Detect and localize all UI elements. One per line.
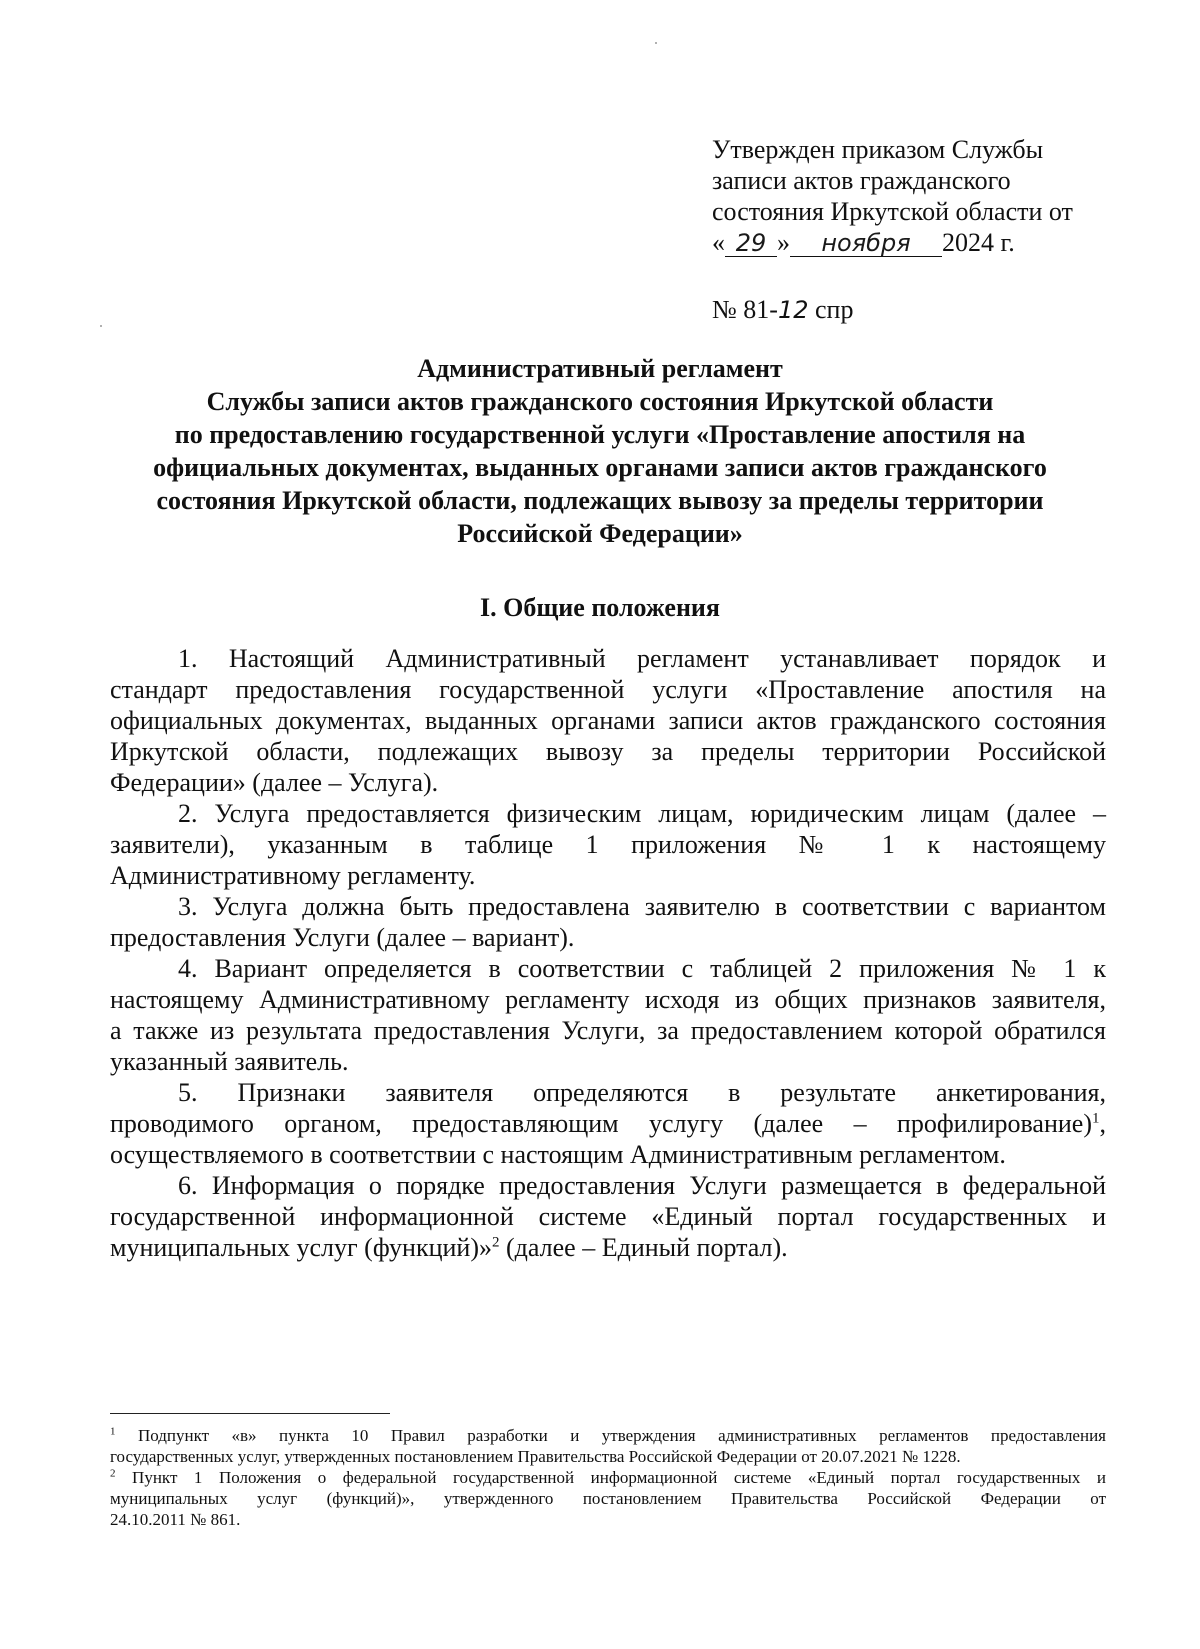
approval-date xyxy=(712,227,1132,258)
title-line-4: официальных документах, выданных органами записи актов гражданского xyxy=(153,453,1047,482)
paragraph-5 xyxy=(110,1077,1106,1170)
paragraph-text: проводимого органом, предоставляющим услугу (далее – профилирование) xyxy=(110,1109,1092,1138)
footnote-separator xyxy=(110,1413,390,1414)
paragraph-line: осуществляемого в соответствии с настоящим Административным регламентом. xyxy=(110,1140,1006,1169)
open-quote: « xyxy=(712,228,725,257)
handwritten-number: 12 xyxy=(777,296,809,324)
paragraph-line: предоставления Услуги (далее – вариант). xyxy=(110,923,575,952)
paragraph-text: , xyxy=(1099,1109,1106,1138)
paragraph-6 xyxy=(110,1170,1106,1263)
approval-year: 2024 г. xyxy=(942,228,1015,257)
document-title xyxy=(100,352,1100,550)
approval-number xyxy=(712,294,1132,326)
footnote-ref-2[interactable]: 2 xyxy=(492,1234,500,1251)
paragraph-line: 4. Вариант определяется в соответствии с таблицей 2 приложения № 1 к xyxy=(178,954,1106,983)
handwritten-month: ноября xyxy=(790,230,942,257)
paragraph-text: муниципальных услуг (функций)» xyxy=(110,1233,492,1262)
close-quote: » xyxy=(777,228,790,257)
title-line-5: состояния Иркутской области, подлежащих вывозу за пределы территории xyxy=(156,486,1044,515)
paragraph-line-with-footnote xyxy=(110,1232,1106,1263)
paragraph-line: заявители), указанным в таблице 1 приложения № 1 к настоящему xyxy=(110,830,1106,859)
paragraph-line: официальных документах, выданных органами записи актов гражданского состояния xyxy=(110,706,1106,735)
title-line-2: Службы записи актов гражданского состояния Иркутской области xyxy=(206,387,994,416)
handwritten-day: 29 xyxy=(725,230,777,257)
paragraph-4 xyxy=(110,953,1106,1077)
footnote-1-line: государственных услуг, утвержденных постановлением Правительства Российской Федерации от 20.07.2021 № 1228. xyxy=(110,1447,961,1466)
approval-block xyxy=(712,134,1132,326)
footnote-2-line: муниципальных услуг (функций)», утвержденного постановлением Правительства Российской Федерации от xyxy=(110,1489,1106,1508)
paragraph-line-with-footnote xyxy=(110,1108,1106,1139)
approval-line-2: записи актов гражданского xyxy=(712,166,1011,195)
paragraph-line: 6. Информация о порядке предоставления Услуги размещается в федеральной xyxy=(178,1171,1106,1200)
paragraph-line: Административному регламенту. xyxy=(110,861,476,890)
paragraph-line: настоящему Административному регламенту исходя из общих признаков заявителя, xyxy=(110,985,1106,1014)
paragraph-line: 1. Настоящий Административный регламент устанавливает порядок и xyxy=(178,644,1106,673)
title-line-6: Российской Федерации» xyxy=(457,519,743,548)
title-line-3: по предоставлению государственной услуги «Проставление апостиля на xyxy=(174,420,1026,449)
paragraph-1 xyxy=(110,643,1106,798)
footnote-mark-2: 2 xyxy=(110,1467,116,1480)
approval-line-3: состояния Иркутской области от xyxy=(712,197,1073,226)
footnote-2-line: 24.10.2011 № 861. xyxy=(110,1510,241,1529)
paragraph-line: 3. Услуга должна быть предоставлена заявителю в соответствии с вариантом xyxy=(178,892,1106,921)
paragraph-line: стандарт предоставления государственной услуги «Проставление апостиля на xyxy=(110,675,1106,704)
paragraph-line: Федерации» (далее – Услуга). xyxy=(110,768,439,797)
footnote-text: Пункт 1 Положения о федеральной государственной информационной системе «Единый портал государственных и xyxy=(115,1468,1106,1487)
approval-line-1: Утвержден приказом Службы xyxy=(712,135,1044,164)
paragraph-line: 5. Признаки заявителя определяются в результате анкетирования, xyxy=(178,1078,1106,1107)
footnote-ref-1[interactable]: 1 xyxy=(1092,1110,1100,1127)
paragraph-line: Иркутской области, подлежащих вывозу за пределы территории Российской xyxy=(110,737,1106,766)
paragraph-line: 2. Услуга предоставляется физическим лицам, юридическим лицам (далее – xyxy=(178,799,1106,828)
footnote-text: Подпункт «в» пункта 10 Правил разработки и утверждения административных регламентов предоставления xyxy=(115,1426,1106,1445)
footnote-mark-1: 1 xyxy=(110,1425,116,1438)
scan-speck xyxy=(655,42,657,44)
paragraph-line: указанный заявитель. xyxy=(110,1047,349,1076)
footnotes xyxy=(110,1425,1106,1530)
paragraph-line: государственной информационной системе «Единый портал государственных и xyxy=(110,1202,1106,1231)
footnote-1-line xyxy=(110,1425,1106,1446)
paragraph-line: а также из результата предоставления Услуги, за предоставлением которой обратился xyxy=(110,1016,1106,1045)
title-line-1: Административный регламент xyxy=(417,354,783,383)
scan-speck xyxy=(100,325,102,327)
paragraph-text: (далее – Единый портал). xyxy=(499,1233,788,1262)
number-suffix: спр xyxy=(808,295,854,324)
number-prefix: № 81- xyxy=(712,295,778,324)
paragraph-3 xyxy=(110,891,1106,953)
document-body xyxy=(110,643,1106,1263)
paragraph-2 xyxy=(110,798,1106,891)
section-heading: I. Общие положения xyxy=(480,593,720,622)
footnote-2-line xyxy=(110,1467,1106,1488)
